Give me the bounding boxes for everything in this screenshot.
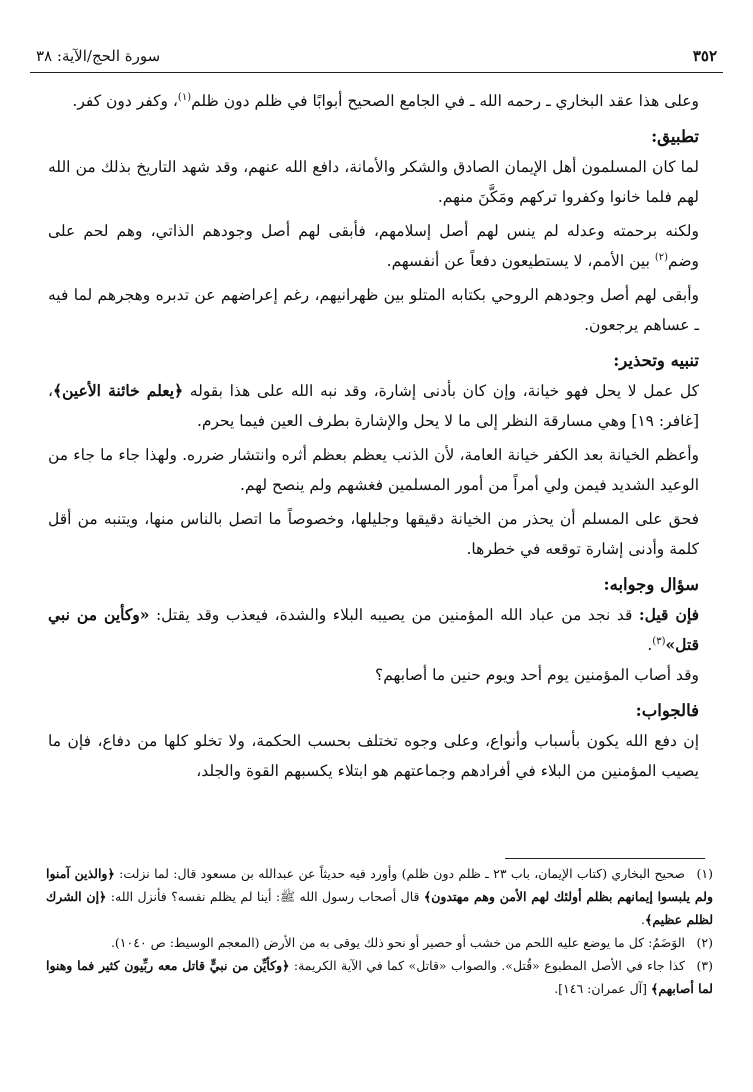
page-number: ٣٥٢ xyxy=(692,47,717,65)
header-rule xyxy=(30,72,723,73)
quran-verse: ﴿وكأيِّن من نبيٍّ قاتل معه ربِّيون كثير فما وهنوا لما أصابهم﴾ xyxy=(46,958,713,996)
heading-tatbiq: تطبيق: xyxy=(651,127,699,146)
heading-question: سؤال وجوابه: xyxy=(603,575,699,594)
footnote-ref-3: (٣) xyxy=(652,635,666,647)
footnote-ref-2: (٢) xyxy=(654,251,669,263)
tatbiq-paragraph-3: وأبقى لهم أصل وجودهم الروحي بكتابه المتلو بين ظهرانيهم، رغم إعراضهم عن تدبره وهجرهم لما فيه ـ عساهم يرجعون. xyxy=(48,286,699,334)
footnote-2: (٢)الوَضَمُ: كل ما يوضع عليه اللحم من خشب أو حصير أو نحو ذلك يوقى به من الأرض (المعجم الوسيط: ص ١٠٤٠). xyxy=(46,931,713,954)
heading-answer: فالجواب: xyxy=(635,701,699,720)
footnote-rule xyxy=(505,858,705,859)
footnote-1: (١)صحيح البخاري (كتاب الإيمان، باب ٢٣ ـ ظلم دون ظلم) وأورد فيه حديثاً عن عبدالله بن مسعود قال: لما نزلت: ﴿والذين آمنوا ولم يلبسوا إيمانهم بظلم أولئك لهم الأمن وهم مهتدون﴾ قال أصحاب رسول الله ﷺ: أينا لم يظلم نفسه؟ فأنزل الله: ﴿إن الشرك لظلم عظيم﴾. xyxy=(46,862,713,931)
footnote-number: (٣) xyxy=(696,958,713,973)
question-paragraph-1: فإن قيل: قد نجد من عباد الله المؤمنين من يصيبه البلاء والشدة، فيعذب وقد يقتل: «وكأين من نبي قتل»$^{(٣)}$. xyxy=(48,605,699,654)
footnote-number: (٢) xyxy=(696,935,713,950)
tanbih-paragraph-2: وأعظم الخيانة بعد الكفر خيانة العامة، لأن الذنب يعظم بعظم أثره وانتشار ضرره. ولهذا جاء ما جاء من الوعيد الشديد فيمن ولي أمراً من أمور المسلمين فغشهم ولم ينصح لهم. xyxy=(48,446,699,494)
running-header xyxy=(36,44,717,68)
intro-paragraph: وعلى هذا عقد البخاري ـ رحمه الله ـ في الجامع الصحيح أبوابًا في ظلم دون ظلم$^{(١)}$، وكفر دون كفر. xyxy=(72,91,699,110)
tanbih-paragraph-1: كل عمل لا يحل فهو خيانة، وإن كان بأدنى إشارة، وقد نبه الله على هذا بقوله ﴿يعلم خائنة الأعين﴾، [غافر: ١٩] وهي مسارقة النظر إلى ما لا يحل والإشارة بطرف العين فيما يحرم. xyxy=(48,381,700,430)
footnote-number: (١) xyxy=(696,866,714,881)
quran-verse: «وكأين من نبي قتل» xyxy=(48,605,699,654)
quran-verse: ﴿والذين آمنوا ولم يلبسوا إيمانهم بظلم أولئك لهم الأمن وهم مهتدون﴾ xyxy=(46,866,713,904)
tatbiq-paragraph-1: لما كان المسلمون أهل الإيمان الصادق والشكر والأمانة، دافع الله عنهم، وقد شهد التاريخ بذلك من الله لهم فلما خانوا وكفروا تركهم ومَكَّنَ منهم. xyxy=(48,158,699,206)
answer-paragraph-1: إن دفع الله يكون بأسباب وأنواع، وعلى وجوه تختلف بحسب الحكمة، ولا تخلو كلها من دفاع، فإن ما يصيب المؤمنين من البلاء في أفرادهم وجماعتهم هو ابتلاء يكسبهم القوة والجلد، xyxy=(48,732,699,780)
footnotes xyxy=(46,862,713,1000)
tanbih-paragraph-3: فحق على المسلم أن يحذر من الخيانة دقيقها وجليلها، وخصوصاً ما اتصل بالناس منها، ويتنبه من أقل كلمة وأدنى إشارة توقعه في خطرها. xyxy=(48,510,699,558)
quran-verse: ﴿يعلم خائنة الأعين﴾ xyxy=(53,381,184,400)
question-lead: فإن قيل: xyxy=(638,605,699,624)
sura-reference: سورة الحج/الآية: ٣٨ xyxy=(36,47,161,65)
quran-verse: ﴿إن الشرك لظلم عظيم﴾ xyxy=(46,889,713,927)
footnote-3: (٣)كذا جاء في الأصل المطبوع «قُتل». والصواب «قاتل» كما في الآية الكريمة: ﴿وكأيِّن من نبيٍّ قاتل معه ربِّيون كثير فما وهنوا لما أصابهم﴾ [آل عمران: ١٤٦]. xyxy=(46,954,713,1000)
footnote-ref-1: (١) xyxy=(177,91,192,103)
question-paragraph-2: وقد أصاب المؤمنين يوم أحد ويوم حنين ما أصابهم؟ xyxy=(375,666,699,684)
tatbiq-paragraph-2: ولكنه برحمته وعدله لم ينس لهم أصل إسلامهم، فأبقى لهم أصل وجودهم الذاتي، وهم لحم على وضم$^{(٢)}$ بين الأمم، لا يستطيعون دفعاً عن أنفسهم. xyxy=(48,222,699,270)
main-text xyxy=(48,86,699,790)
heading-tanbih: تنبيه وتحذير: xyxy=(613,351,699,370)
